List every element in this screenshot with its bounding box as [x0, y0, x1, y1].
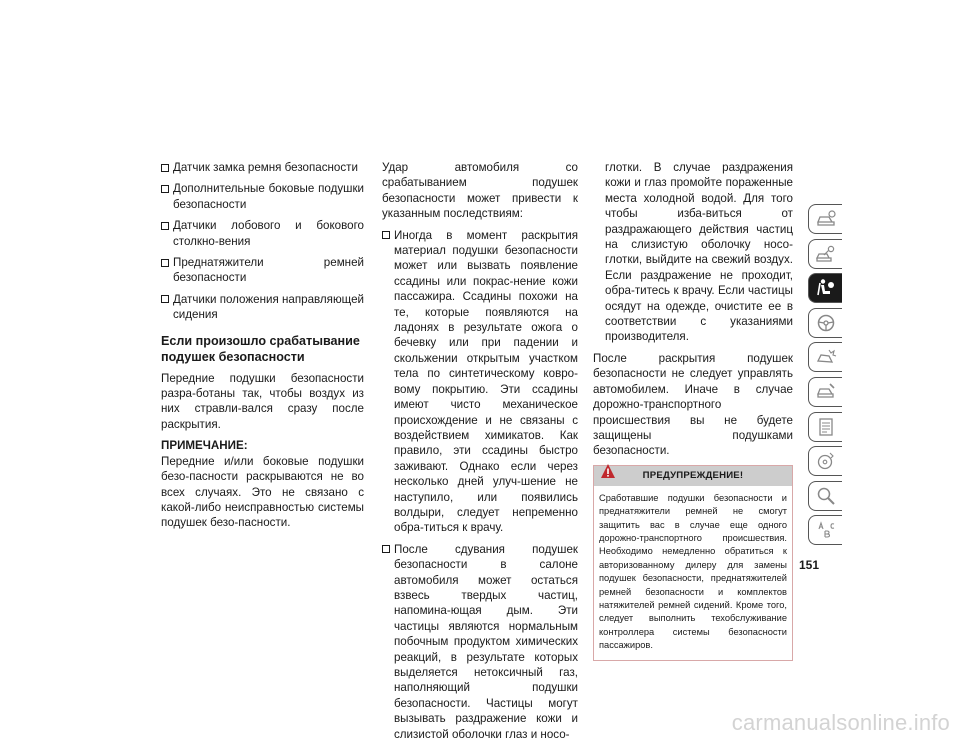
- checkbox-bullet-icon: [161, 164, 169, 172]
- tab-airbag-seat[interactable]: [808, 273, 842, 303]
- sensor-list: [161, 160, 364, 323]
- list-item: Иногда в момент раскрытия материал подушки безопасности может или вызвать появление ссадины или покрас-нение кожи пассажира. Ссадины похожи на те, которые появляются на ладонях в результате ожога о бечевку или при падении и скольжении открытым участком тела по синтетическому ковро-вому покрытию. Эти ссадины имеют чисто механическое происхождение и не связаны с воздействием химикатов. Как правило, эти ссадины быстро заживают. Однако если через несколько дней улуч-шение не наступило, или появились волдыри, следует непременно обра-титься к врачу.: [382, 228, 578, 536]
- tab-index[interactable]: [808, 515, 842, 545]
- tab-maintenance[interactable]: [808, 412, 842, 442]
- checkbox-bullet-icon: [161, 295, 169, 303]
- checkbox-bullet-icon: [382, 231, 390, 239]
- column-middle: [382, 160, 578, 748]
- warning-header: [594, 466, 792, 486]
- list-item: После сдувания подушек безопасности в салоне автомобиля может остаться взвесь твердых частиц, напомина-ющая дым. Эти частицы являются нормальным побочным продуктом химических реакций, в результате которых выделяется нетоксичный газ, наполняющий подушки безопасности. Частицы могут вызывать раздражение кожи и слизистой оболочки глаз и носо-: [382, 542, 578, 742]
- list-item: Датчик замка ремня безопасности: [161, 160, 364, 175]
- watermark: carmanualsonline.info: [731, 710, 950, 735]
- paragraph: Удар автомобиля со срабатыванием подушек безопасности может привести к указанным последствиям:: [382, 161, 578, 221]
- list-item: Преднатяжители ремней безопасности: [161, 255, 364, 286]
- page-number: 151: [799, 558, 820, 572]
- warning-triangle-icon: [600, 463, 616, 479]
- checkbox-bullet-icon: [161, 259, 169, 267]
- car-crash-icon: [815, 346, 837, 368]
- car-info-icon: [815, 208, 837, 230]
- note-title: ПРИМЕЧАНИЕ:: [161, 439, 248, 453]
- tab-multimedia[interactable]: [808, 446, 842, 476]
- checkbox-bullet-icon: [161, 222, 169, 230]
- steering-wheel-icon: [815, 312, 837, 334]
- car-keys-icon: [815, 243, 837, 265]
- list-item: Дополнительные боковые подушки безопасности: [161, 181, 364, 212]
- warning-box: [593, 465, 793, 661]
- paragraph: После раскрытия подушек безопасности не следует управлять автомобилем. Иначе в случае дорожно-транспортного происшествия вы не будете защищены подушками безопасности.: [593, 351, 793, 458]
- tab-steering[interactable]: [808, 308, 842, 338]
- list-continuation: глотки. В случае раздражения кожи и глаз промойте пораженные места холодной водой. Для того чтобы изба-виться от раздражающего действия частиц на слизистую оболочку носо-глотки, выйдите на свежий воздух. Если раздражение не проходит, обра-титесь к врачу. Если частицы осядут на одежде, очистите ее в соответствии с указаниями производителя.: [605, 161, 793, 344]
- warning-title: ПРЕДУПРЕЖДЕНИЕ!: [642, 469, 744, 481]
- note-text: Передние и/или боковые подушки безо-пасности раскрываются не во всех случаях. Это не связано с какой-либо неисправностью системы подушек безо-пасности.: [161, 454, 364, 530]
- tab-car-info[interactable]: [808, 204, 842, 234]
- warning-text: Сработавшие подушки безопасности и преднатяжители ремней не смогут защитить вас в случае еще одного дорожно-транспортного происшествия. Необходимо немедленно обратиться к авторизованному дилеру для замены подушек безопасности, преднатяжителей ремней безопасности и комплектов натяжителей ремней сидений. Кроме того, следует выполнить техобслуживание контроллера системы безопасности пассажиров.: [599, 492, 787, 651]
- index-abc-icon: [815, 519, 837, 541]
- car-service-icon: [815, 381, 837, 403]
- airbag-seat-icon: [815, 277, 837, 299]
- maintenance-list-icon: [815, 416, 837, 438]
- list-item: Датчики положения направляющей сидения: [161, 292, 364, 323]
- tab-car-service[interactable]: [808, 377, 842, 407]
- multimedia-disc-icon: [815, 450, 837, 472]
- checkbox-bullet-icon: [382, 545, 390, 553]
- tab-car-keys[interactable]: [808, 239, 842, 269]
- magnifier-icon: [815, 485, 837, 507]
- column-left: [161, 160, 364, 537]
- section-heading: Если произошло срабатывание подушек безопасности: [161, 333, 360, 364]
- consequence-list: [382, 228, 578, 742]
- paragraph: Передние подушки безопасности разра-ботаны так, чтобы воздух из них стравли-вался сразу после раскрытия.: [161, 371, 364, 431]
- list-item: Датчики лобового и бокового столкно-вения: [161, 218, 364, 249]
- chapter-tabs: [808, 204, 842, 550]
- column-right: [593, 160, 793, 661]
- tab-search[interactable]: [808, 481, 842, 511]
- tab-car-crash[interactable]: [808, 342, 842, 372]
- checkbox-bullet-icon: [161, 185, 169, 193]
